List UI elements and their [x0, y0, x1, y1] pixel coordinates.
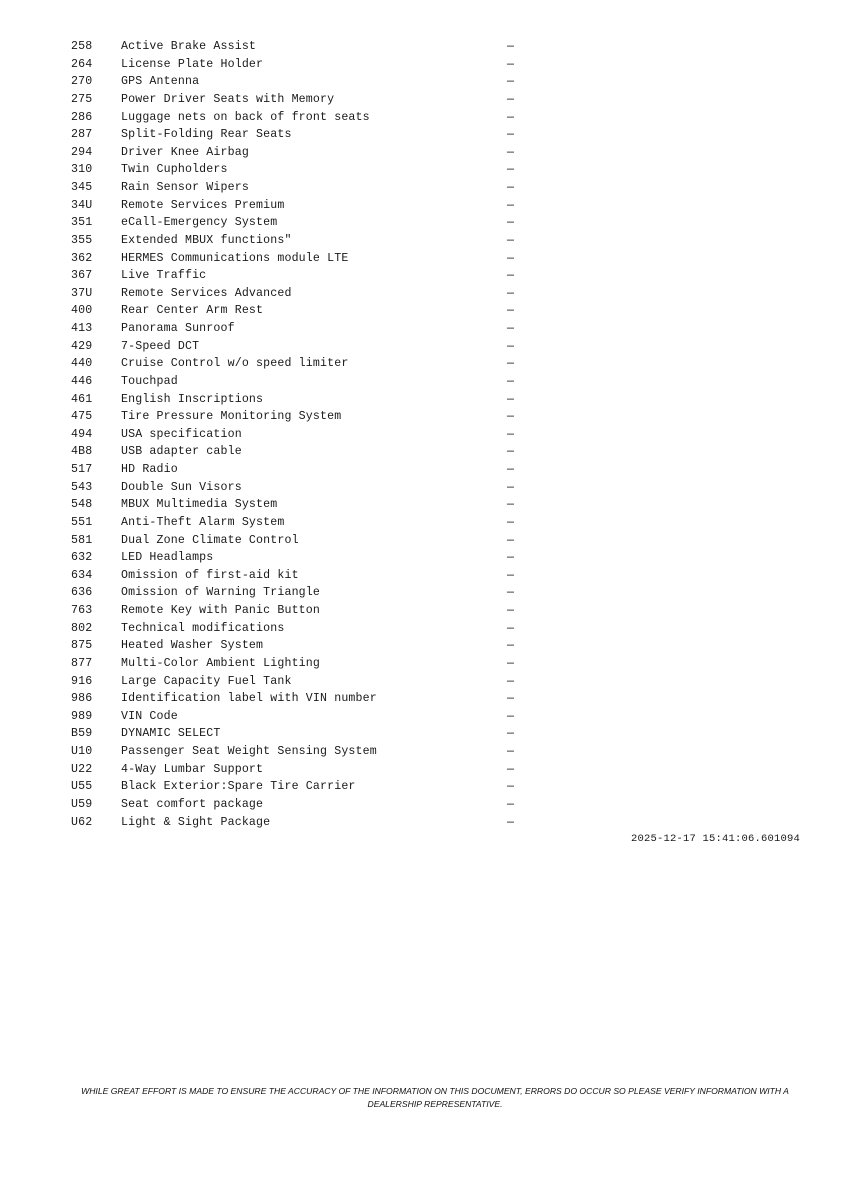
option-description: Extended MBUX functions"	[121, 233, 292, 247]
option-code: U62	[71, 815, 93, 829]
option-row	[71, 655, 531, 673]
option-status: —	[507, 745, 515, 758]
option-description: Live Traffic	[121, 269, 207, 283]
option-code: 634	[71, 568, 93, 582]
option-codes-list	[71, 38, 531, 831]
option-row	[71, 38, 531, 56]
option-row	[71, 708, 531, 726]
option-status: —	[507, 145, 515, 159]
option-code: 351	[71, 216, 93, 230]
option-code: 362	[71, 251, 93, 265]
option-code: 294	[71, 145, 93, 159]
option-status: —	[507, 727, 515, 741]
option-row	[71, 532, 531, 550]
option-row	[71, 144, 531, 162]
option-row	[71, 250, 531, 268]
option-status: —	[507, 286, 515, 300]
option-status: —	[507, 251, 515, 265]
option-row	[71, 285, 531, 303]
option-status: —	[507, 815, 515, 829]
option-code: 367	[71, 269, 93, 283]
option-description: Split-Folding Rear Seats	[121, 128, 292, 142]
option-status: —	[507, 374, 515, 388]
option-description: Active Brake Assist	[121, 40, 257, 53]
option-description: Seat comfort package	[121, 797, 264, 811]
option-status: —	[507, 586, 515, 600]
option-status: —	[507, 269, 515, 283]
option-row	[71, 778, 531, 796]
option-status: —	[507, 709, 515, 723]
option-description: Anti-Theft Alarm System	[121, 515, 285, 529]
option-row	[71, 109, 531, 127]
disclaimer-line-2: DEALERSHIP REPRESENTATIVE.	[367, 1098, 503, 1109]
option-row	[71, 391, 531, 409]
option-code: 446	[71, 374, 93, 388]
option-description: Heated Washer System	[121, 639, 264, 653]
option-code: 581	[71, 533, 93, 547]
option-row	[71, 355, 531, 373]
option-description: eCall-Emergency System	[121, 216, 278, 230]
option-code: 461	[71, 392, 93, 406]
option-code: 34U	[71, 198, 93, 212]
option-description: Light & Sight Package	[121, 815, 271, 829]
option-row	[71, 320, 531, 338]
option-code: 763	[71, 604, 93, 617]
option-status: —	[507, 128, 515, 142]
option-status: —	[507, 639, 515, 653]
option-row	[71, 796, 531, 814]
option-status: —	[507, 357, 515, 371]
option-status: —	[507, 216, 515, 230]
option-status: —	[507, 692, 515, 706]
option-status: —	[507, 163, 515, 177]
option-code: 802	[71, 621, 93, 635]
option-description: HERMES Communications module LTE	[121, 251, 349, 265]
option-description: USB adapter cable	[121, 445, 242, 459]
option-row	[71, 567, 531, 585]
option-description: Remote Key with Panic Button	[121, 604, 321, 617]
option-description: Driver Knee Airbag	[121, 145, 249, 159]
option-row	[71, 814, 531, 832]
option-description: Tire Pressure Monitoring System	[121, 410, 342, 424]
option-description: License Plate Holder	[121, 57, 264, 71]
option-code: 548	[71, 498, 93, 512]
option-description: Omission of first-aid kit	[121, 568, 299, 582]
option-status: —	[507, 480, 515, 494]
option-description: 4-Way Lumbar Support	[121, 762, 264, 776]
option-row	[71, 338, 531, 356]
option-status: —	[507, 463, 515, 476]
option-row	[71, 197, 531, 215]
option-status: —	[507, 604, 515, 617]
option-code: U22	[71, 762, 93, 776]
option-row	[71, 514, 531, 532]
option-status: —	[507, 445, 515, 459]
option-row	[71, 179, 531, 197]
option-code: 258	[71, 40, 93, 53]
option-description: Large Capacity Fuel Tank	[121, 674, 292, 688]
option-status: —	[507, 322, 515, 335]
option-row	[71, 232, 531, 250]
option-code: 413	[71, 322, 93, 335]
option-code: U59	[71, 797, 93, 811]
option-code: 355	[71, 233, 93, 247]
option-code: 286	[71, 110, 93, 124]
option-status: —	[507, 551, 515, 565]
option-code: 310	[71, 163, 93, 177]
option-description: Remote Services Advanced	[121, 286, 292, 300]
option-code: 551	[71, 515, 93, 529]
option-description: GPS Antenna	[121, 75, 200, 89]
option-description: 7-Speed DCT	[121, 339, 200, 353]
option-description: Remote Services Premium	[121, 198, 285, 212]
option-code: 440	[71, 357, 93, 371]
option-code: 275	[71, 92, 93, 106]
option-row	[71, 602, 531, 620]
option-row	[71, 126, 531, 144]
option-code: 989	[71, 709, 93, 723]
option-code: 494	[71, 427, 93, 441]
option-status: —	[507, 110, 515, 124]
option-status: —	[507, 621, 515, 635]
option-row	[71, 673, 531, 691]
option-description: Passenger Seat Weight Sensing System	[121, 745, 377, 758]
option-row	[71, 426, 531, 444]
option-code: 270	[71, 75, 93, 89]
option-description: DYNAMIC SELECT	[121, 727, 221, 741]
option-description: Cruise Control w/o speed limiter	[121, 357, 349, 371]
option-description: Luggage nets on back of front seats	[121, 110, 370, 124]
option-description: Technical modifications	[121, 621, 285, 635]
option-description: Identification label with VIN number	[121, 692, 377, 706]
option-status: —	[507, 780, 515, 794]
option-status: —	[507, 40, 515, 53]
option-status: —	[507, 674, 515, 688]
option-row	[71, 725, 531, 743]
option-description: VIN Code	[121, 709, 178, 723]
option-row	[71, 267, 531, 285]
option-description: LED Headlamps	[121, 551, 214, 565]
option-status: —	[507, 339, 515, 353]
option-description: English Inscriptions	[121, 392, 264, 406]
option-status: —	[507, 762, 515, 776]
option-status: —	[507, 75, 515, 89]
option-code: 632	[71, 551, 93, 565]
option-description: Power Driver Seats with Memory	[121, 92, 335, 106]
option-row	[71, 761, 531, 779]
option-code: U55	[71, 780, 93, 794]
option-status: —	[507, 304, 515, 318]
option-code: 429	[71, 339, 93, 353]
option-code: 400	[71, 304, 93, 318]
option-row	[71, 56, 531, 74]
option-row	[71, 408, 531, 426]
disclaimer	[70, 1085, 800, 1110]
option-description: Panorama Sunroof	[121, 322, 235, 335]
option-code: 287	[71, 128, 93, 142]
option-status: —	[507, 92, 515, 106]
option-description: Black Exterior:Spare Tire Carrier	[121, 780, 356, 794]
option-row	[71, 690, 531, 708]
option-code: 916	[71, 674, 93, 688]
option-row	[71, 73, 531, 91]
option-description: Touchpad	[121, 374, 178, 388]
option-description: Rear Center Arm Rest	[121, 304, 264, 318]
option-row	[71, 479, 531, 497]
option-row	[71, 443, 531, 461]
option-status: —	[507, 427, 515, 441]
option-status: —	[507, 57, 515, 71]
option-status: —	[507, 233, 515, 247]
option-description: Rain Sensor Wipers	[121, 181, 249, 194]
option-code: 877	[71, 656, 93, 670]
option-row	[71, 620, 531, 638]
option-description: Double Sun Visors	[121, 480, 242, 494]
option-row	[71, 302, 531, 320]
option-code: 543	[71, 480, 93, 494]
option-status: —	[507, 568, 515, 582]
option-status: —	[507, 410, 515, 424]
option-row	[71, 496, 531, 514]
option-code: 345	[71, 181, 93, 194]
option-status: —	[507, 181, 515, 194]
option-code: 986	[71, 692, 93, 706]
option-row	[71, 743, 531, 761]
option-code: 875	[71, 639, 93, 653]
option-status: —	[507, 392, 515, 406]
option-row	[71, 549, 531, 567]
option-status: —	[507, 515, 515, 529]
option-row	[71, 461, 531, 479]
option-status: —	[507, 498, 515, 512]
option-status: —	[507, 797, 515, 811]
option-row	[71, 91, 531, 109]
option-description: Multi-Color Ambient Lighting	[121, 656, 321, 670]
print-timestamp: 2025-12-17 15:41:06.601094	[630, 833, 800, 845]
option-code: 475	[71, 410, 93, 424]
option-row	[71, 161, 531, 179]
option-status: —	[507, 198, 515, 212]
option-row	[71, 637, 531, 655]
option-row	[71, 373, 531, 391]
option-status: —	[507, 656, 515, 670]
option-code: 37U	[71, 286, 93, 300]
disclaimer-line-1: WHILE GREAT EFFORT IS MADE TO ENSURE THE ACCURACY OF THE INFORMATION ON THIS DOCUMENT, ERRORS DO OCCUR SO PLEASE VERIFY INFORMATION WITH A	[81, 1086, 789, 1096]
option-code: 517	[71, 463, 93, 476]
option-description: USA specification	[121, 427, 242, 441]
option-row	[71, 584, 531, 602]
option-description: Twin Cupholders	[121, 163, 228, 177]
option-description: HD Radio	[121, 463, 178, 476]
option-code: U10	[71, 745, 93, 758]
option-status: —	[507, 533, 515, 547]
option-code: 636	[71, 586, 93, 600]
option-code: B59	[71, 727, 93, 741]
option-description: MBUX Multimedia System	[121, 498, 278, 512]
option-code: 4B8	[71, 445, 93, 459]
option-description: Dual Zone Climate Control	[121, 533, 299, 547]
option-code: 264	[71, 57, 93, 71]
option-row	[71, 214, 531, 232]
option-description: Omission of Warning Triangle	[121, 586, 321, 600]
